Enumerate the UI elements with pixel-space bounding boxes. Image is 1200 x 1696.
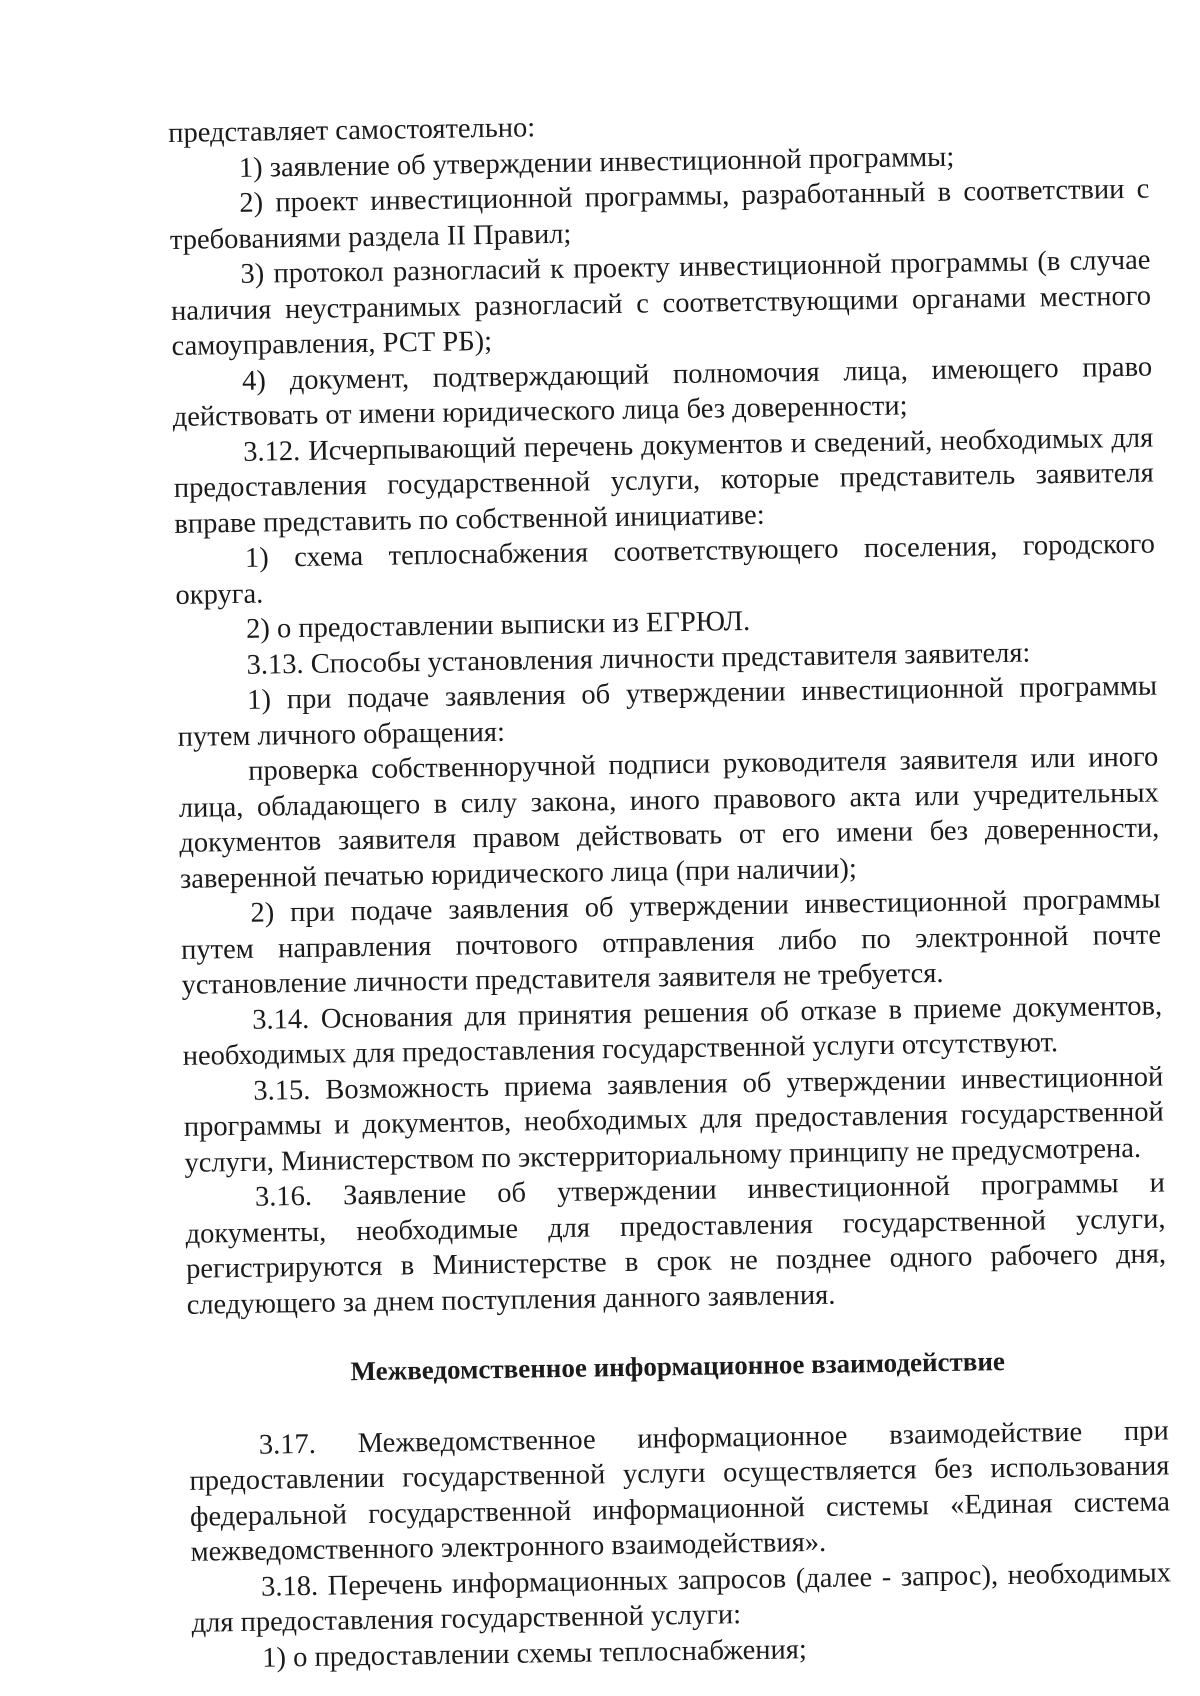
clause-3-14: 3.14. Основания для принятия решения об отказе в приеме документов, необходимых для предоставления государственной услуги отсутствуют.: [182, 989, 1163, 1072]
clause-3-16: 3.16. Заявление об утверждении инвестиционной программы и документы, необходимые для предоставления государственной услуги, регистрируются в Министерстве в срок не позднее одного рабочего дня, следующего за днем поступления данного заявления.: [185, 1167, 1167, 1321]
clause-3-17: 3.17. Межведомственное информационное взаимодействие при предоставлении государственной услуги осуществляется без использования федеральной государственной информационной системы «Единая система межведомственного электронного взаимодействия».: [189, 1414, 1171, 1568]
paragraph: проверка собственноручной подписи руководителя заявителя или иного лица, обладающего в силу закона, иного правового акта или учредительных документов заявителя правом действовать от его имени без доверенности, заверенной печатью юридического лица (при наличии);: [178, 741, 1160, 895]
clause-3-13: 3.13. Способы установления личности представителя заявителя:: [246, 637, 1031, 681]
document-body: [168, 101, 1172, 1677]
list-item: 1) схема теплоснабжения соответствующего поселения, городского округа.: [175, 528, 1156, 611]
clause-3-18: 3.18. Перечень информационных запросов (далее - запрос), необходимых для предоставления государственной услуги:: [191, 1556, 1172, 1639]
section-heading: Межведомственное информационное взаимодействие: [350, 1346, 1006, 1387]
clause-3-12: 3.12. Исчерпывающий перечень документов и сведений, необходимых для предоставления государственной услуги, которые представитель заявителя вправе представить по собственной инициативе:: [173, 422, 1154, 540]
list-item: 1) при подаче заявления об утверждении инвестиционной программы путем личного обращения:: [177, 670, 1158, 753]
paragraph: представляет самостоятельно:: [168, 112, 536, 149]
list-item: 2) проект инвестиционной программы, разработанный в соответствии с требованиями раздела II Правил;: [169, 173, 1150, 256]
list-item: 2) о предоставлении выписки из ЕГРЮЛ.: [245, 605, 751, 645]
list-item: 2) при подаче заявления об утверждении инвестиционной программы путем направления почтового отправления либо по электронной почте установление личности представителя заявителя не требуется.: [180, 883, 1162, 1001]
list-item: 4) документ, подтверждающий полномочия лица, имеющего право действовать от имени юридического лица без доверенности;: [172, 351, 1153, 433]
list-item: 3) протокол разногласий к проекту инвестиционной программы (в случае наличия неустранимых разногласий с соответствующими органами местного самоуправления, РСТ РБ);: [170, 244, 1152, 362]
list-item: 1) о предоставлении схемы теплоснабжения;: [261, 1633, 807, 1674]
clause-3-15: 3.15. Возможность приема заявления об утверждении инвестиционной программы и документов, необходимых для предоставления государственной услуги, Министерством по экстерриториальному принципу не предусмотрена.: [183, 1060, 1165, 1179]
list-item: 1) заявление об утверждении инвестиционной программы;: [238, 141, 955, 184]
